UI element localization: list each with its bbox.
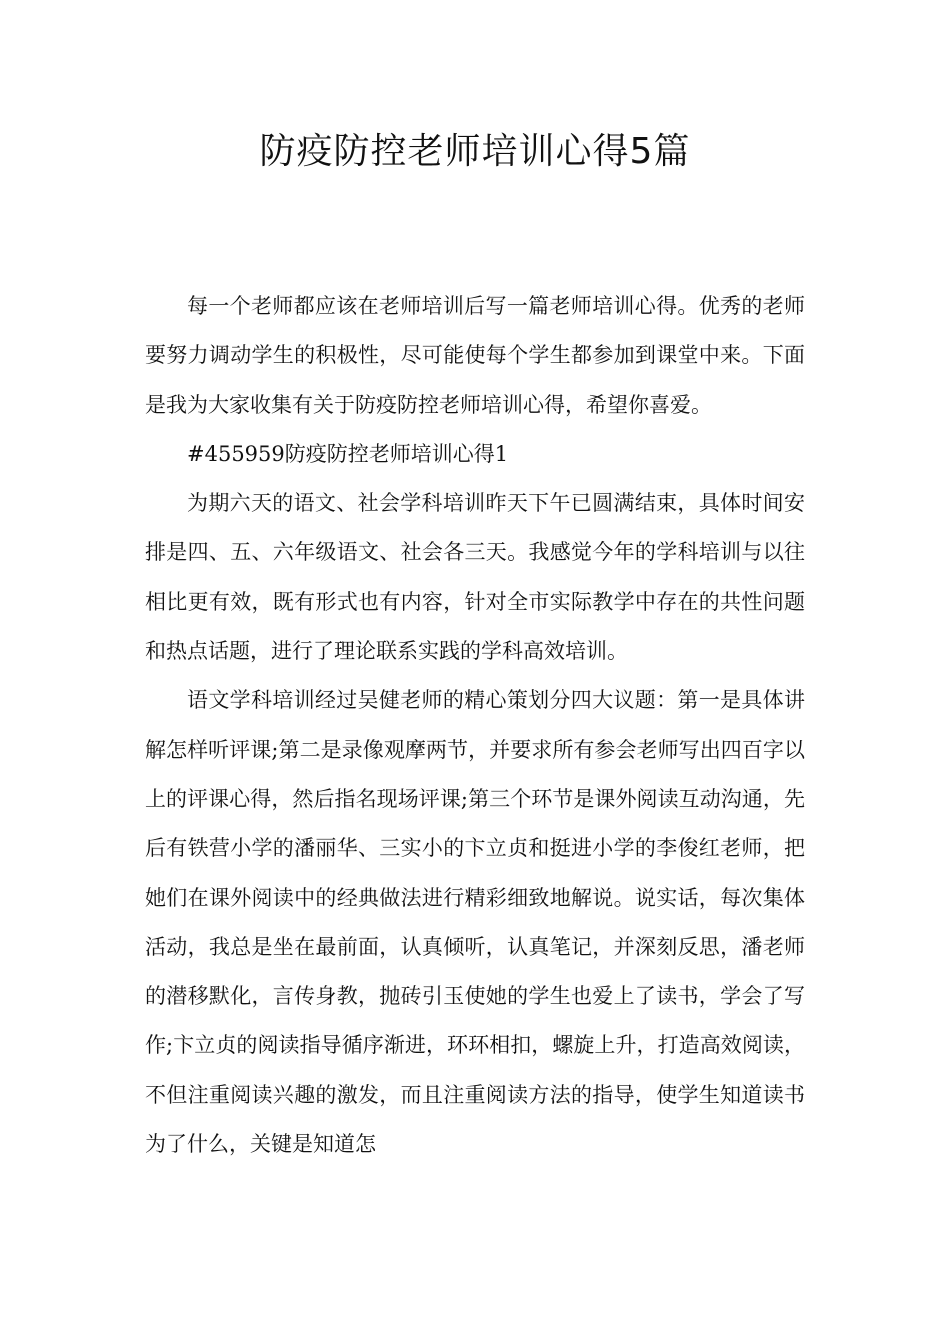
body-paragraph-1: 为期六天的语文、社会学科培训昨天下午已圆满结束，具体时间安排是四、五、六年级语文、社会各三天。我感觉今年的学科培训与以往相比更有效，既有形式也有内容，针对全市实际教学中存在的共性问题和热点话题，进行了理论联系实践的学科高效培训。: [145, 491, 805, 664]
document-title: 防疫防控老师培训心得5篇: [259, 131, 691, 172]
body-paragraph-2: 语文学科培训经过吴健老师的精心策划分四大议题：第一是具体讲解怎样听评课;第二是录像观摩两节，并要求所有参会老师写出四百字以上的评课心得，然后指名现场评课;第三个环节是课外阅读互动沟通，先后有铁营小学的潘丽华、三实小的卞立贞和挺进小学的李俊红老师，把她们在课外阅读中的经典做法进行精彩细致地解说。说实话，每次集体活动，我总是坐在最前面，认真倾听，认真笔记，并深刻反思，潘老师的潜移默化，言传身教，抛砖引玉使她的学生也爱上了读书，学会了写作;卞立贞的阅读指导循序渐进，环环相扣，螺旋上升，打造高效阅读，不但注重阅读兴趣的激发，而且注重阅读方法的指导，使学生知道读书为了什么，关键是知道怎: [145, 688, 805, 1157]
section-heading: #455959防疫防控老师培训心得1: [187, 441, 509, 466]
intro-paragraph: 每一个老师都应该在老师培训后写一篇老师培训心得。优秀的老师要努力调动学生的积极性，尽可能使每个学生都参加到课堂中来。下面是我为大家收集有关于防疫防控老师培训心得，希望你喜爱。: [145, 294, 805, 417]
document-body: [145, 282, 805, 1169]
